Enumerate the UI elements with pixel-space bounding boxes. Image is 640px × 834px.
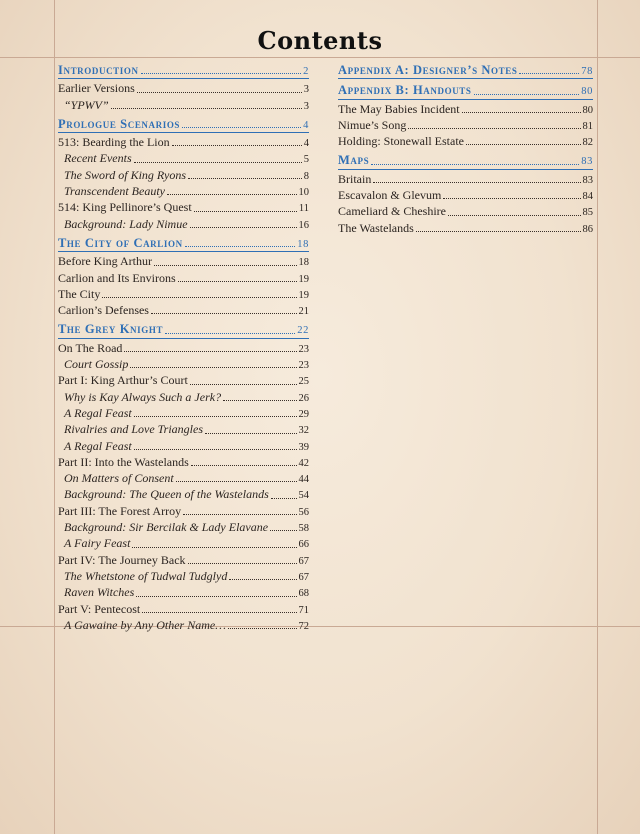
page-number: 3 [303,84,309,96]
entry-label: Rivalries and Love Triangles [64,422,203,437]
heading-label: Appendix A: Designer’s Notes [338,63,518,77]
entry-label: The May Babies Incident [338,101,460,116]
toc-entry[interactable] [58,617,309,633]
page-number: 4 [303,138,309,150]
page-number: 81 [582,120,593,132]
dot-leader [373,181,580,183]
toc-section-prologue-scenarios [58,116,309,232]
dot-leader [154,264,297,266]
dot-leader [130,366,296,368]
page-number: 4 [303,119,309,131]
dot-leader [466,143,581,145]
dot-leader [205,432,297,434]
dot-leader [178,280,297,282]
dot-leader [190,383,297,385]
toc-entry[interactable] [58,519,309,535]
page-number: 71 [298,604,309,616]
toc-section-appendix-b-handouts [338,82,593,149]
page-number: 23 [298,360,309,372]
dot-leader [462,111,581,113]
page-number: 22 [297,325,309,337]
toc-entry[interactable] [58,167,309,183]
entry-label: Court Gossip [64,357,129,372]
toc-entry[interactable] [58,552,309,568]
page-number: 66 [298,539,309,551]
entry-label: 513: Bearding the Lion [58,135,170,150]
page-number: 19 [298,273,309,285]
entry-label: The Sword of King Ryons [64,167,187,182]
page-number: 2 [303,66,309,77]
page-number: 86 [582,223,593,235]
dot-leader [408,127,580,129]
toc-section-maps [338,152,593,235]
heading-label: The City of Carlion [58,235,183,250]
toc-entry[interactable] [58,253,309,269]
dot-leader [416,230,581,232]
entry-label: “YPWV” [64,97,109,112]
entry-label: Transcendent Beauty [64,184,165,199]
section-heading[interactable] [58,62,309,79]
heading-label: Appendix B: Handouts [338,83,472,98]
dot-leader [228,627,297,629]
page-guide-left [54,0,55,834]
dot-leader [136,595,296,597]
page-number: 54 [298,490,309,502]
toc-entry[interactable] [338,171,593,187]
page-number: 10 [298,187,309,199]
toc-entry[interactable] [58,372,309,388]
entry-label: A Gawaine by Any Other Name… [64,617,226,632]
toc-entry[interactable] [58,503,309,519]
entry-label: On The Road [58,340,123,355]
entry-label: Part III: The Forest Arroy [58,503,182,518]
toc-entry[interactable] [338,187,593,203]
page-number: 72 [298,620,309,632]
toc-entry[interactable] [58,302,309,318]
page-number: 78 [581,66,593,77]
page-number: 5 [303,154,309,166]
entry-label: Background: Lady Nimue [64,216,188,231]
toc-section-appendix-a-designer-s-notes [338,62,593,79]
entry-label: The Whetstone of Tudwal Tudglyd [64,568,228,583]
toc-entry[interactable] [58,584,309,600]
heading-label: Introduction [58,63,139,77]
entry-label: Cameliard & Cheshire [338,204,446,219]
dot-leader [111,107,302,109]
page-number: 67 [298,555,309,567]
heading-label: Prologue Scenarios [58,116,181,131]
toc-entry[interactable] [58,405,309,421]
toc-entry[interactable] [58,601,309,617]
section-heading[interactable] [338,62,593,79]
entry-label: Part V: Pentecost [58,601,141,616]
toc-section-the-city-of-carlion [58,235,309,318]
page-number: 44 [298,474,309,486]
page-number: 25 [298,376,309,388]
entry-label: On Matters of Consent [64,471,174,486]
page-number: 11 [298,203,309,215]
dot-leader [176,480,297,482]
toc-entry[interactable] [58,199,309,215]
page-number: 19 [298,289,309,301]
dot-leader [271,497,297,499]
entry-label: Part II: Into the Wastelands [58,454,189,469]
dot-leader [182,126,301,128]
entry-label: Raven Witches [64,585,135,600]
page-number: 42 [298,457,309,469]
dot-leader [191,464,297,466]
entry-label: Part I: King Arthur’s Court [58,373,188,388]
dot-leader [270,529,296,531]
toc-entry[interactable] [338,101,593,117]
dot-leader [448,214,581,216]
toc-entry[interactable] [338,133,593,149]
dot-leader [141,72,302,74]
dot-leader [167,193,297,195]
page-number: 8 [303,170,309,182]
dot-leader [165,332,295,334]
toc-right-column [338,62,593,239]
dot-leader [134,448,297,450]
page-number: 80 [581,86,593,98]
page-number: 3 [303,100,309,112]
entry-label: Carlion and Its Environs [58,270,176,285]
toc-entry[interactable] [58,183,309,199]
dot-leader [172,144,302,146]
toc-entry[interactable] [58,150,309,166]
dot-leader [137,91,302,93]
dot-leader [223,399,296,401]
toc-entry[interactable] [58,470,309,486]
page-number: 85 [582,207,593,219]
dot-leader [474,93,580,95]
toc-section-introduction [58,62,309,113]
page-number: 84 [582,191,593,203]
page-number: 29 [298,408,309,420]
page-number: 83 [582,174,593,186]
entry-label: Nimue’s Song [338,117,407,132]
section-heading[interactable] [58,235,309,252]
toc-entry[interactable] [338,220,593,236]
dot-leader [102,296,296,298]
page-number: 56 [298,506,309,518]
page-number: 80 [582,104,593,116]
dot-leader [371,163,579,165]
dot-leader [183,513,296,515]
page-number: 21 [298,306,309,318]
toc-entry[interactable] [58,340,309,356]
toc-entry[interactable] [338,203,593,219]
entry-label: The Wastelands [338,220,414,235]
toc-entry[interactable] [58,216,309,232]
toc-entry[interactable] [58,389,309,405]
toc-entry[interactable] [58,286,309,302]
entry-label: Part IV: The Journey Back [58,552,186,567]
toc-entry[interactable] [58,535,309,551]
dot-leader [132,546,296,548]
section-heading[interactable] [338,82,593,99]
page-number: 67 [298,571,309,583]
entry-label: A Regal Feast [64,438,132,453]
heading-label: The Grey Knight [58,322,164,337]
dot-leader [194,210,297,212]
toc-entry[interactable] [58,97,309,113]
page-number: 18 [298,257,309,269]
toc-entry[interactable] [58,486,309,502]
toc-entry[interactable] [58,80,309,96]
entry-label: A Regal Feast [64,405,132,420]
entry-label: The City [58,286,101,301]
page-number: 39 [298,441,309,453]
dot-leader [134,161,302,163]
page-guide-right [597,0,598,834]
toc-section-the-grey-knight [58,321,309,633]
toc-entry[interactable] [58,421,309,437]
entry-label: Background: The Queen of the Wastelands [64,487,269,502]
toc-entry[interactable] [58,438,309,454]
entry-label: Before King Arthur [58,254,152,269]
dot-leader [519,72,579,74]
dot-leader [151,312,297,314]
entry-label: 514: King Pellinore’s Quest [58,200,192,215]
dot-leader [229,578,296,580]
dot-leader [188,177,302,179]
entry-label: Background: Sir Bercilak & Lady Elavane [64,520,269,535]
page-guide-top [0,57,640,58]
toc-entry[interactable] [58,270,309,286]
dot-leader [134,415,297,417]
heading-label: Maps [338,153,370,168]
dot-leader [190,226,297,228]
page-title: Contents [257,26,383,55]
page-number: 32 [298,425,309,437]
dot-leader [124,350,296,352]
entry-label: Why is Kay Always Such a Jerk? [64,389,222,404]
section-heading[interactable] [58,116,309,133]
toc-entry[interactable] [58,356,309,372]
entry-label: Carlion’s Defenses [58,303,149,318]
page-number: 58 [298,523,309,535]
entry-label: Earlier Versions [58,81,135,96]
page-number: 26 [298,392,309,404]
dot-leader [185,245,296,247]
page-number: 82 [582,137,593,149]
page-number: 23 [298,343,309,355]
dot-leader [142,611,296,613]
entry-label: Holding: Stonewall Estate [338,134,464,149]
dot-leader [188,562,297,564]
page-number: 16 [298,219,309,231]
section-heading[interactable] [58,321,309,338]
section-heading[interactable] [338,152,593,169]
page-number: 18 [297,238,309,250]
toc-entry[interactable] [58,454,309,470]
dot-leader [443,197,580,199]
entry-label: Escavalon & Glevum [338,188,442,203]
page-number: 83 [581,156,593,168]
entry-label: A Fairy Feast [64,536,131,551]
toc-left-column [58,62,309,636]
toc-entry[interactable] [58,134,309,150]
toc-entry[interactable] [58,568,309,584]
entry-label: Recent Events [64,151,132,166]
page-number: 68 [298,588,309,600]
entry-label: Britain [338,171,372,186]
toc-entry[interactable] [338,117,593,133]
